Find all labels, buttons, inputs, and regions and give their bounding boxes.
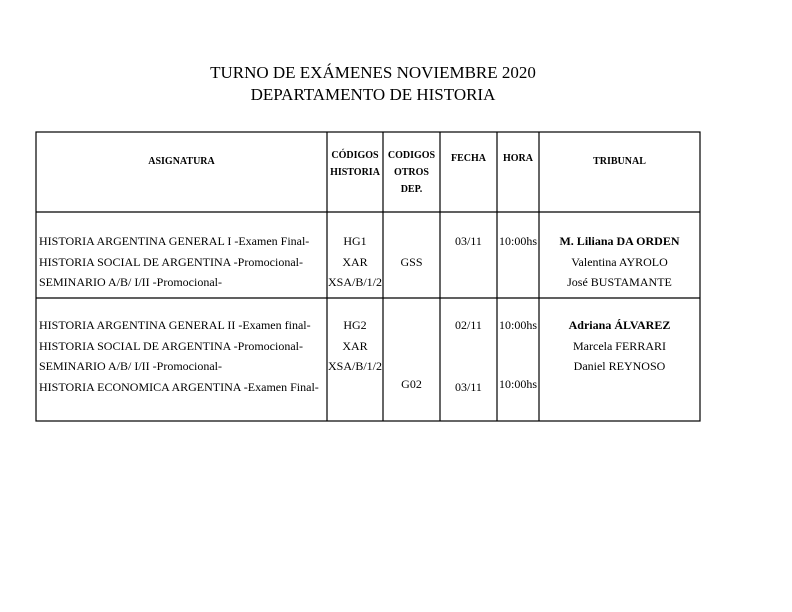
- title-line-1: TURNO DE EXÁMENES NOVIEMBRE 2020: [210, 63, 536, 82]
- asignatura-line: HISTORIA SOCIAL DE ARGENTINA -Promocional-: [39, 338, 303, 353]
- codigo-otros: GSS: [400, 254, 423, 269]
- header-codigos-otros-line3: DEP.: [400, 184, 423, 195]
- asignatura-line: HISTORIA ARGENTINA GENERAL I -Examen Final-: [39, 234, 310, 248]
- codigo-historia: XSA/B/1/2: [327, 359, 382, 373]
- asignatura-line: SEMINARIO A/B/ I/II -Promocional-: [39, 359, 222, 373]
- header-codigos-historia-line1: CÓDIGOS: [331, 150, 379, 161]
- hora-value: 10:00hs: [498, 318, 537, 332]
- header-tribunal: TRIBUNAL: [593, 156, 646, 167]
- hora-value: 10:00hs: [498, 377, 537, 391]
- tribunal-member: Valentina AYROLO: [571, 254, 668, 269]
- tribunal-member: Daniel REYNOSO: [573, 359, 666, 373]
- asignatura-line: SEMINARIO A/B/ I/II -Promocional-: [39, 275, 222, 289]
- tribunal-member: M. Liliana DA ORDEN: [559, 234, 680, 248]
- header-asignatura: ASIGNATURA: [148, 156, 215, 167]
- hora-value: 10:00hs: [498, 234, 537, 248]
- asignatura-line: HISTORIA ARGENTINA GENERAL II -Examen final-: [39, 318, 311, 332]
- fecha-value: 02/11: [455, 318, 482, 332]
- tribunal-member: Marcela FERRARI: [573, 338, 666, 353]
- asignatura-line: HISTORIA ECONOMICA ARGENTINA -Examen Final-: [39, 379, 319, 394]
- codigo-historia: HG1: [343, 234, 367, 248]
- codigo-historia: XSA/B/1/2: [327, 275, 382, 289]
- header-codigos-otros-line1: CODIGOS: [387, 150, 436, 161]
- tribunal-member: Adriana ÁLVAREZ: [568, 318, 671, 332]
- fecha-value: 03/11: [455, 234, 482, 248]
- asignatura-line: HISTORIA SOCIAL DE ARGENTINA -Promocional-: [39, 254, 303, 269]
- tribunal-member: José BUSTAMANTE: [567, 275, 672, 289]
- header-fecha: FECHA: [451, 153, 486, 164]
- header-codigos-otros-line2: OTROS: [393, 167, 429, 178]
- codigo-historia: XAR: [342, 254, 368, 269]
- header-hora: HORA: [503, 153, 533, 164]
- codigo-historia: HG2: [343, 318, 367, 332]
- header-codigos-historia-line2: HISTORIA: [330, 167, 380, 178]
- codigo-otros: G02: [401, 377, 422, 391]
- fecha-value: 03/11: [455, 379, 482, 394]
- codigo-historia: XAR: [342, 338, 368, 353]
- title-line-2: DEPARTAMENTO DE HISTORIA: [250, 85, 496, 104]
